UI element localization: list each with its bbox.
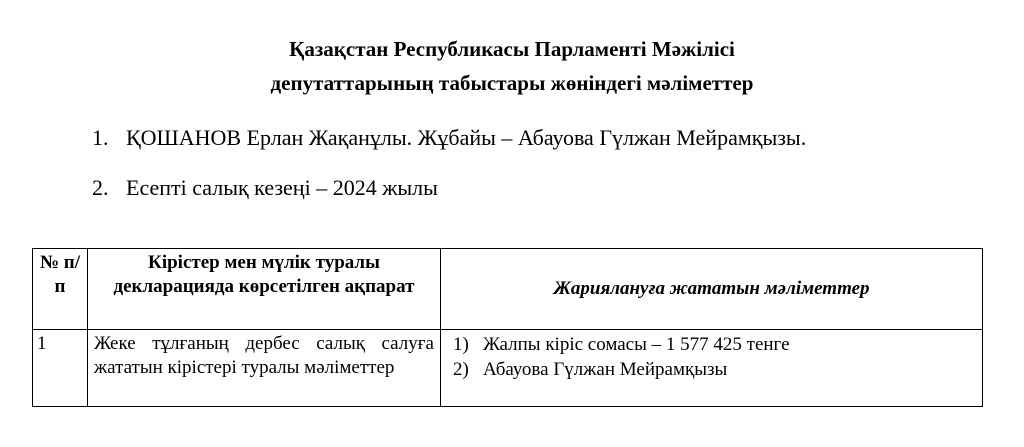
paragraph-number: 2. xyxy=(92,175,109,200)
paragraph-tax-period xyxy=(92,174,438,202)
item-marker: 2) xyxy=(453,359,469,380)
paragraph-text: ҚОШАНОВ Ерлан Жақанұлы. Жұбайы – Абауова Гүлжан Мейрамқызы. xyxy=(126,125,807,150)
header-published-info: Жариялануға жататын мәліметтер xyxy=(441,249,983,330)
row-number: 1 xyxy=(33,330,88,407)
document-title xyxy=(0,32,1024,100)
income-table xyxy=(32,248,983,407)
title-line-1: Қазақстан Республикасы Парламенті Мәжілісі xyxy=(289,37,735,61)
item-text: Абауова Гүлжан Мейрамқызы xyxy=(483,359,728,380)
table-header-row xyxy=(33,249,983,330)
item-marker: 1) xyxy=(453,334,469,355)
published-item-total-income xyxy=(453,332,978,357)
header-declaration-info: Кірістер мен мүлік туралы декларацияда көрсетілген ақпарат xyxy=(88,249,441,330)
table-row xyxy=(33,330,983,407)
paragraph-number: 1. xyxy=(92,125,109,150)
item-text: Жалпы кіріс сомасы – 1 577 425 тенге xyxy=(483,334,790,355)
paragraph-text: Есепті салық кезеңі – 2024 жылы xyxy=(126,175,438,200)
row-published-items xyxy=(441,330,983,407)
paragraph-deputy-name xyxy=(92,124,806,152)
title-line-2: депутаттарының табыстары жөніндегі мәліметтер xyxy=(270,71,754,95)
header-number: № п/п xyxy=(33,249,88,330)
row-description: Жеке тұлғаның дербес салық салуға жататын кірістері туралы мәліметтер xyxy=(88,330,441,407)
published-item-spouse-name xyxy=(453,357,978,382)
